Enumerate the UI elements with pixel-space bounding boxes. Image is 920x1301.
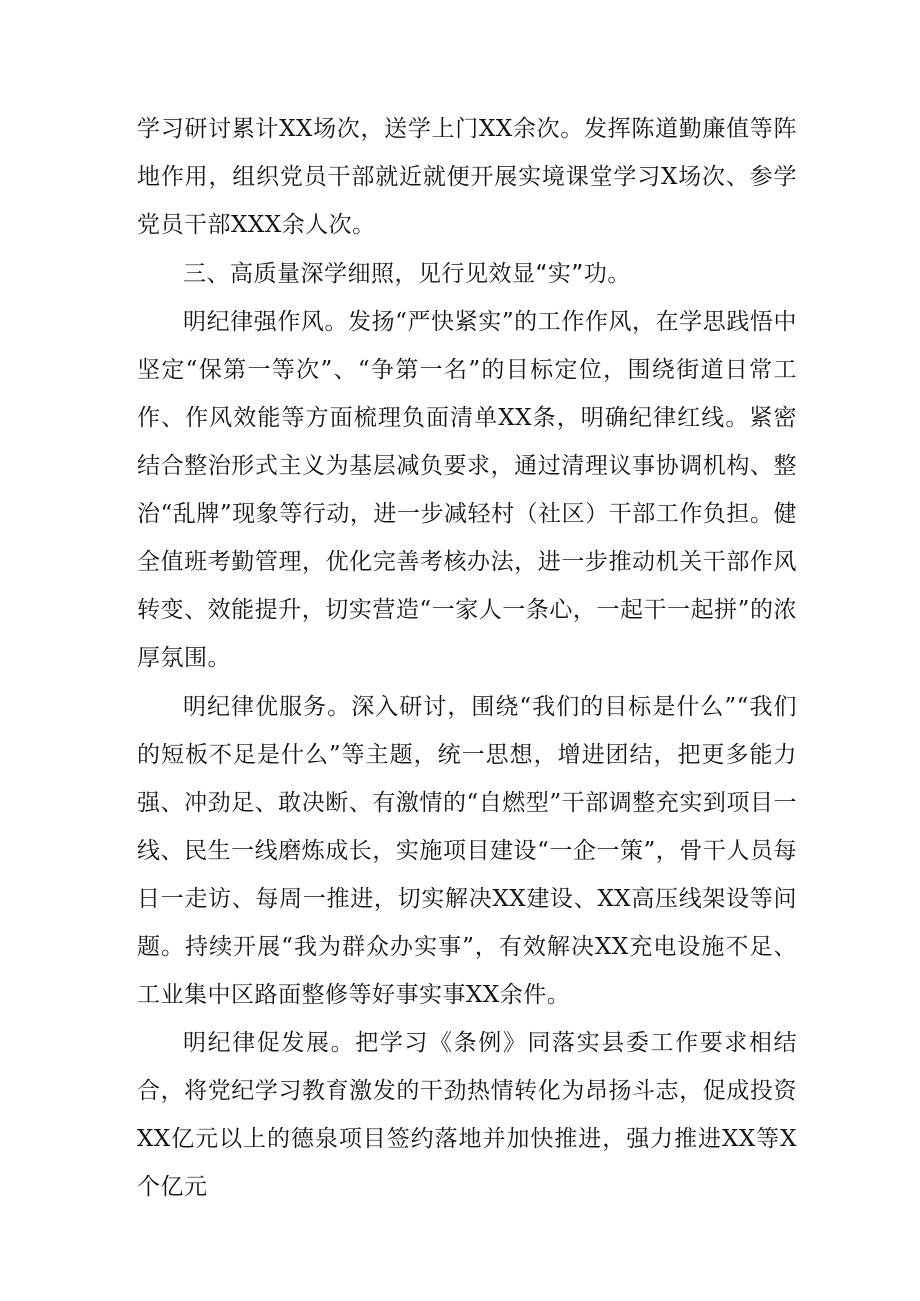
paragraph-discipline-service: 明纪律优服务。深入研讨，围绕“我们的目标是什么”“我们的短板不足是什么”等主题，统一思想，增进团结，把更多能力强、冲劲足、敢决断、有激情的“自燃型”干部调整充实到项目一线、民生一线磨炼成长，实施项目建设“一企一策”，骨干人员每日一走访、每周一推进，切实解决XX建设、XX高压线架设等问题。持续开展“我为群众办实事”，有效解决XX充电设施不足、工业集中区路面整修等好事实事XX余件。: [137, 694, 797, 1008]
paragraph-study-sessions: 学习研讨累计XX场次，送学上门XX余次。发挥陈道勤廉值等阵地作用，组织党员干部就近就便开展实境课堂学习X场次、参学党员干部XXX余人次。: [137, 116, 797, 238]
paragraph-discipline-style: 明纪律强作风。发扬“严快紧实”的工作作风，在学思践悟中坚定“保第一等次”、“争第一名”的目标定位，围绕街道日常工作、作风效能等方面梳理负面清单XX条，明确纪律红线。紧密结合整治形式主义为基层减负要求，通过清理议事协调机构、整治“乱牌”现象等行动，进一步减轻村（社区）干部工作负担。健全值班考勤管理，优化完善考核办法，进一步推动机关干部作风转变、效能提升，切实营造“一家人一条心，一起干一起拼”的浓厚氛围。: [137, 309, 797, 671]
paragraph-discipline-development: 明纪律促发展。把学习《条例》同落实县委工作要求相结合，将党纪学习教育激发的干劲热情转化为昂扬斗志，促成投资XX亿元以上的德泉项目签约落地并加快推进，强力推进XX等X个亿元: [137, 1030, 797, 1200]
section-heading: 三、高质量深学细照，见行见效显“实”功。: [183, 261, 631, 287]
